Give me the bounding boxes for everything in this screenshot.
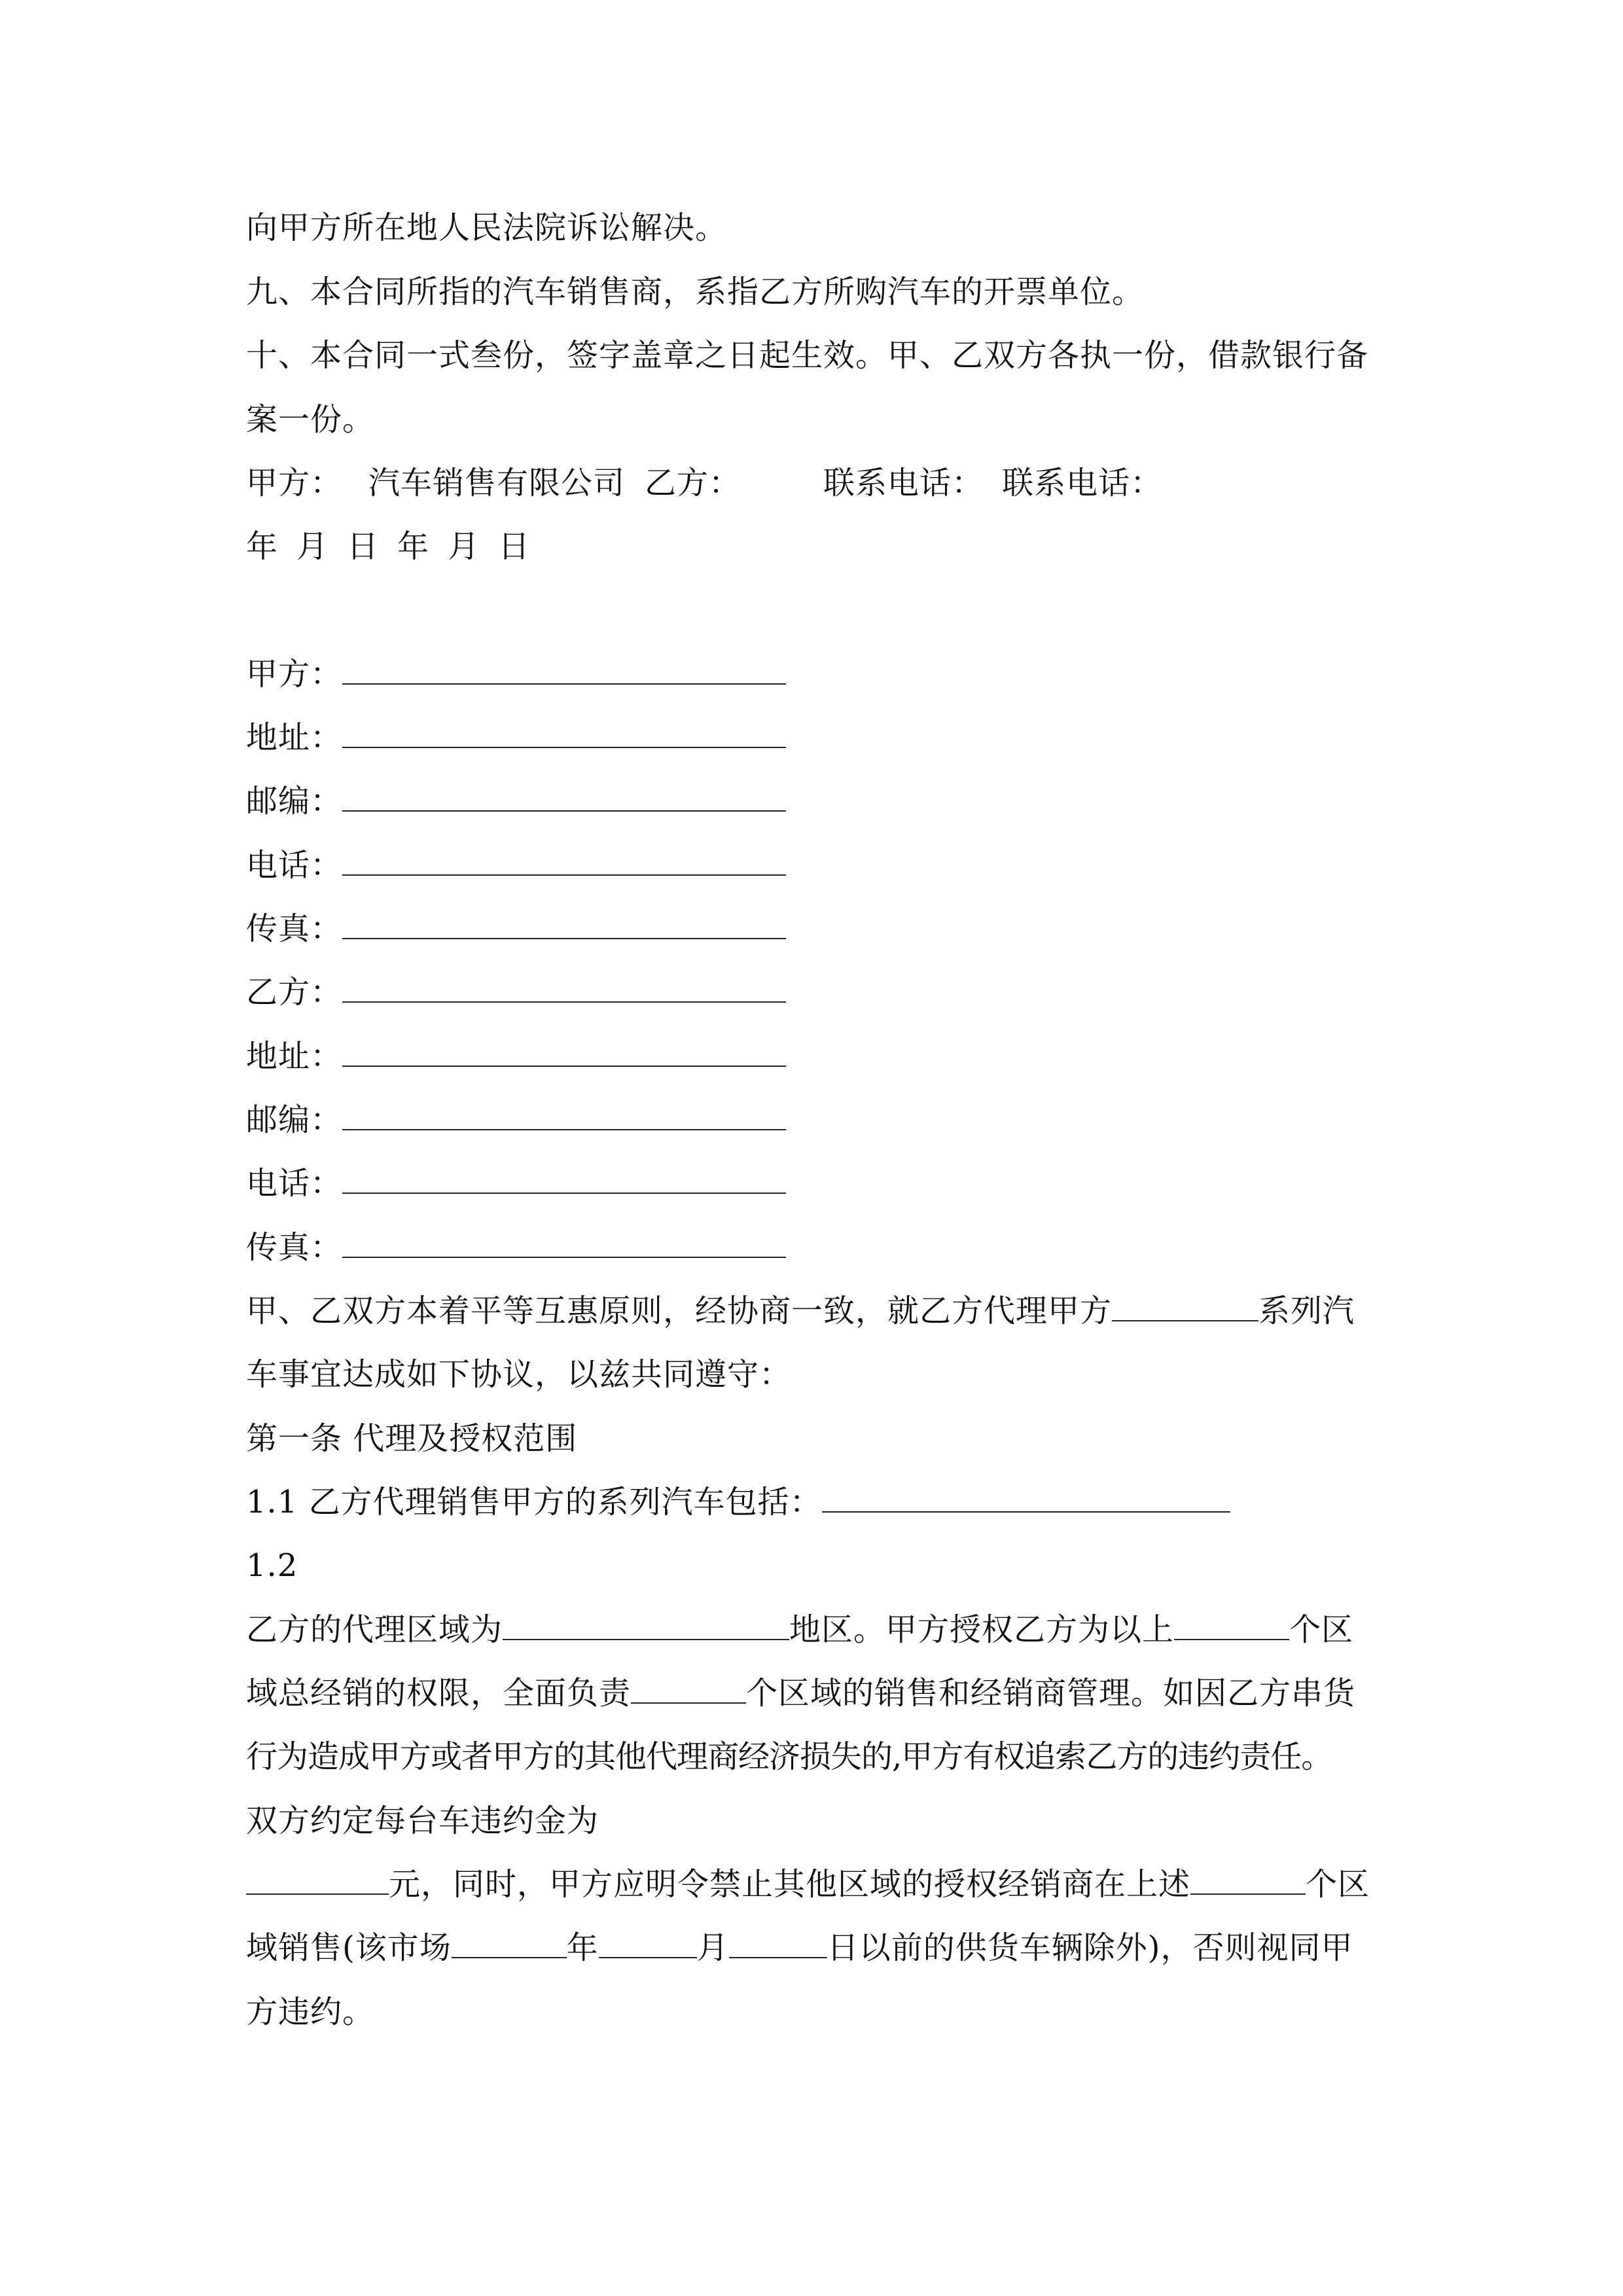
date-line xyxy=(246,527,530,566)
paragraph-text: 域销售(该市场 xyxy=(246,1929,452,1966)
text-line xyxy=(246,1482,1230,1522)
fill-in-blank[interactable] xyxy=(631,1674,746,1704)
paragraph-text: 域总经销的权限，全面负责 xyxy=(246,1675,632,1712)
text-line xyxy=(246,400,374,439)
text-line xyxy=(246,336,1368,375)
field-label: 甲方： xyxy=(246,656,343,692)
fill-in-blank[interactable] xyxy=(342,1164,786,1194)
text-line xyxy=(246,1546,298,1585)
form-field xyxy=(246,1228,786,1267)
text-line xyxy=(246,1928,1353,1967)
article-title: 第一条 代理及授权范围 xyxy=(246,1420,578,1457)
company-name: 汽车销售有限公司 xyxy=(368,465,626,501)
fill-in-blank[interactable] xyxy=(246,1865,389,1895)
field-label: 电话： xyxy=(246,847,343,884)
field-label: 地址： xyxy=(246,1038,343,1075)
paragraph-text: 个区 xyxy=(1306,1866,1370,1903)
paragraph-text: 月 xyxy=(696,1929,729,1966)
text-line xyxy=(246,1610,1353,1649)
fill-in-blank[interactable] xyxy=(342,846,786,876)
fill-in-blank[interactable] xyxy=(342,1100,786,1130)
clause-number: 1.2 xyxy=(246,1547,298,1584)
text-line xyxy=(246,1355,791,1394)
text-line xyxy=(246,208,727,247)
fill-in-blank[interactable] xyxy=(342,909,786,939)
fill-in-blank[interactable] xyxy=(342,1228,786,1258)
signature-line xyxy=(246,463,1162,503)
form-field xyxy=(246,846,786,885)
paragraph-text: 年 xyxy=(566,1929,599,1966)
form-field xyxy=(246,1164,786,1203)
fill-in-blank[interactable] xyxy=(342,973,786,1003)
paragraph-text: 地区。甲方授权乙方为以上 xyxy=(789,1611,1175,1648)
paragraph-text: 个区域的销售和经销商管理。如因乙方串货 xyxy=(746,1675,1356,1712)
intro-text: 系列汽 xyxy=(1258,1293,1355,1329)
form-field xyxy=(246,1100,786,1139)
party-a-label: 甲方： xyxy=(246,465,343,501)
text-line xyxy=(246,272,1144,312)
date-year: 年 xyxy=(246,528,279,565)
text-line xyxy=(246,1737,1332,1776)
text-line xyxy=(246,1801,599,1840)
field-label: 邮编： xyxy=(246,1102,343,1138)
clause-1-1: 1.1 乙方代理销售甲方的系列汽车包括： xyxy=(246,1484,822,1520)
fill-in-blank[interactable] xyxy=(342,718,786,748)
party-b-label: 乙方： xyxy=(645,465,741,501)
date-year: 年 xyxy=(397,528,430,565)
phone-label: 联系电话： xyxy=(1002,465,1163,501)
field-label: 传真： xyxy=(246,1229,343,1266)
fill-in-blank[interactable] xyxy=(1112,1291,1258,1321)
fill-in-blank[interactable] xyxy=(599,1928,697,1958)
paragraph-text: 双方约定每台车违约金为 xyxy=(246,1803,599,1839)
fill-in-blank[interactable] xyxy=(342,781,786,812)
paragraph-text: 日以前的供货车辆除外)，否则视同甲 xyxy=(827,1929,1353,1966)
form-field xyxy=(246,655,786,694)
clause-8-tail: 向甲方所在地人民法院诉讼解决。 xyxy=(246,209,728,246)
paragraph-text: 元，同时，甲方应明令禁止其他区域的授权经销商在上述 xyxy=(389,1866,1191,1903)
text-line xyxy=(246,1865,1370,1904)
fill-in-blank[interactable] xyxy=(729,1928,827,1958)
form-field xyxy=(246,781,786,821)
intro-text: 车事宜达成如下协议，以兹共同遵守： xyxy=(246,1356,792,1393)
paragraph-text: 方违约。 xyxy=(246,1994,375,2030)
form-field xyxy=(246,909,786,948)
form-field xyxy=(246,973,786,1012)
form-field xyxy=(246,718,786,757)
date-month: 月 xyxy=(448,528,480,565)
article-heading xyxy=(246,1419,577,1458)
date-day: 日 xyxy=(498,528,531,565)
field-label: 地址： xyxy=(246,719,343,756)
fill-in-blank[interactable] xyxy=(503,1610,789,1640)
fill-in-blank[interactable] xyxy=(342,655,786,685)
field-label: 电话： xyxy=(246,1165,343,1202)
clause-10: 十、本合同一式叁份，签字盖章之日起生效。甲、乙双方各执一份，借款银行备 xyxy=(246,337,1369,374)
text-line xyxy=(246,1674,1355,1713)
fill-in-blank[interactable] xyxy=(452,1928,567,1958)
field-label: 传真： xyxy=(246,910,343,947)
form-field xyxy=(246,1037,786,1076)
phone-label: 联系电话： xyxy=(823,465,984,501)
text-line xyxy=(246,1992,374,2032)
text-line xyxy=(246,1291,1355,1331)
field-label: 乙方： xyxy=(246,974,343,1011)
fill-in-blank[interactable] xyxy=(1174,1610,1289,1640)
paragraph-text: 个区 xyxy=(1289,1611,1354,1648)
fill-in-blank[interactable] xyxy=(822,1482,1230,1513)
paragraph-text: 行为造成甲方或者甲方的其他代理商经济损失的,甲方有权追索乙方的违约责任。 xyxy=(246,1738,1332,1775)
date-month: 月 xyxy=(296,528,329,565)
date-day: 日 xyxy=(347,528,380,565)
fill-in-blank[interactable] xyxy=(1190,1865,1306,1895)
fill-in-blank[interactable] xyxy=(342,1037,786,1067)
field-label: 邮编： xyxy=(246,783,343,819)
clause-10-tail: 案一份。 xyxy=(246,401,375,438)
intro-text: 甲、乙双方本着平等互惠原则，经协商一致，就乙方代理甲方 xyxy=(246,1293,1113,1329)
paragraph-text: 乙方的代理区域为 xyxy=(246,1611,503,1648)
clause-9: 九、本合同所指的汽车销售商，系指乙方所购汽车的开票单位。 xyxy=(246,274,1145,310)
